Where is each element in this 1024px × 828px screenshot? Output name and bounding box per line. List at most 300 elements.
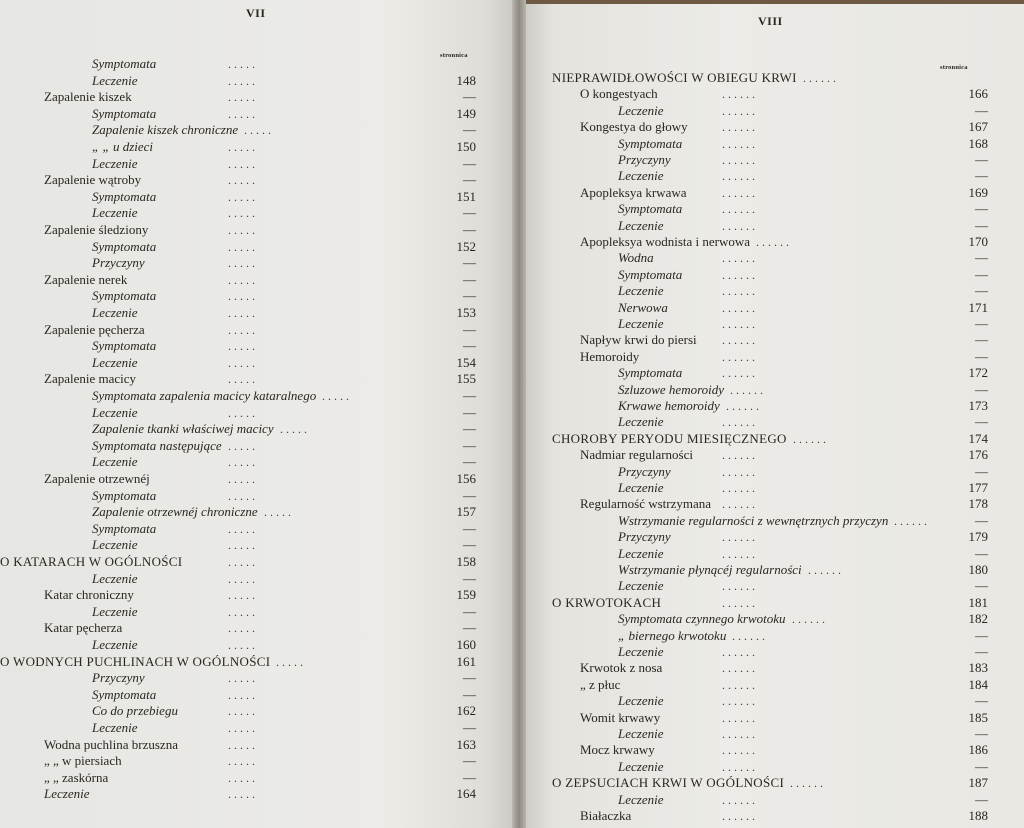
leader-dots: . . . . .	[228, 571, 255, 586]
page-reference: —	[975, 348, 988, 364]
toc-entry	[0, 753, 516, 769]
entry-label: „ biernego krwotoku	[618, 627, 727, 643]
page-reference: —	[463, 255, 476, 271]
toc-entry	[522, 513, 1024, 529]
leader-dots: . . . . . .	[722, 103, 755, 118]
toc-entry	[0, 122, 516, 138]
toc-entry	[522, 710, 1024, 726]
leader-dots: . . . . .	[228, 173, 255, 188]
toc-entry	[522, 136, 1024, 152]
page-reference: —	[975, 627, 988, 643]
entry-label: Napływ krwi do piersi	[580, 332, 697, 348]
leader-dots: . . . . . .	[722, 267, 755, 282]
toc-entry	[0, 670, 516, 686]
entry-label: Przyczyny	[92, 670, 145, 686]
toc-entry	[0, 620, 516, 636]
entry-label: Symptomata zapalenia macicy kataralnego	[92, 388, 317, 403]
leader-dots: . . . . . .	[722, 595, 755, 610]
toc-entry	[522, 300, 1024, 316]
page-reference: —	[975, 758, 988, 774]
leader-dots: . . . . .	[228, 555, 255, 569]
section-heading: O KATARACH W OGÓLNOŚCI	[0, 554, 183, 569]
page-reference: —	[463, 222, 476, 237]
entry-label: Przyczyny	[92, 255, 145, 271]
section-heading: O KRWOTOKACH	[552, 594, 662, 610]
leader-dots: . . . . .	[280, 422, 307, 437]
leader-dots: . . . . . .	[730, 382, 763, 397]
page-reference: 155	[456, 371, 476, 387]
toc-entry	[0, 322, 516, 338]
entry-label: Symptomata	[618, 201, 683, 217]
entry-label: Leczenie	[618, 168, 664, 184]
page-reference: —	[463, 487, 476, 503]
toc-entry	[522, 218, 1024, 234]
entry-label: Co do przebiegu	[92, 703, 178, 719]
entry-label: Zapalenie kiszek chroniczne	[92, 122, 239, 138]
entry-label: Wodna	[618, 250, 654, 266]
section-heading: NIEPRAWIDŁOWOŚCI W OBIEGU KRWI	[552, 70, 797, 85]
leader-dots: . . . . .	[228, 289, 255, 304]
toc-entry	[0, 438, 516, 454]
toc-entry	[0, 73, 516, 89]
toc-entry	[0, 156, 516, 172]
page-reference: 172	[968, 365, 988, 381]
toc-entry	[0, 172, 516, 188]
leader-dots: . . . . . .	[722, 366, 755, 381]
toc-entry	[0, 371, 516, 387]
leader-dots: . . . . . .	[722, 792, 755, 807]
page-reference: 176	[968, 447, 988, 463]
page-reference: —	[463, 454, 476, 470]
entry-label: Regularność wstrzymana	[580, 496, 712, 512]
leader-dots: . . . . .	[228, 90, 255, 105]
page-reference: —	[975, 414, 988, 430]
column-header: stronnica	[940, 64, 968, 71]
toc-entry	[522, 693, 1024, 709]
leader-dots: . . . . .	[228, 638, 255, 652]
leader-dots: . . . . . .	[722, 415, 755, 430]
toc-entry	[0, 89, 516, 105]
toc-entry	[0, 488, 516, 504]
entry-label: Zapalenie otrzewnéj	[44, 471, 150, 486]
page-reference: —	[975, 217, 988, 233]
leader-dots: . . . . . .	[792, 612, 825, 627]
page-reference: —	[463, 753, 476, 769]
leader-dots: . . . . . .	[790, 776, 823, 791]
entry-label: Leczenie	[92, 720, 138, 735]
toc-entry	[522, 562, 1024, 578]
leader-dots: . . . . .	[228, 140, 255, 154]
page-reference: 151	[456, 188, 476, 204]
leader-dots: . . . . .	[228, 438, 255, 453]
toc-entry	[522, 201, 1024, 217]
leader-dots: . . . . . .	[722, 759, 755, 774]
page-reference: 179	[968, 529, 988, 545]
leader-dots: . . . . . .	[722, 349, 755, 364]
entry-label: Apopleksya wodnista i nerwowa	[580, 234, 751, 249]
leader-dots: . . . . .	[228, 272, 255, 287]
toc-entry	[0, 388, 516, 404]
leader-dots: . . . . . .	[722, 645, 755, 659]
leader-dots: . . . . .	[228, 455, 255, 470]
toc-entry	[522, 267, 1024, 283]
leader-dots: . . . . .	[228, 339, 255, 354]
leader-dots: . . . . . .	[722, 136, 755, 151]
toc-entry	[522, 86, 1024, 102]
toc-entry	[522, 595, 1024, 611]
entry-label: Krwotok z nosa	[580, 660, 663, 676]
entry-label: Leczenie	[618, 217, 664, 233]
entry-label: Zapalenie kiszek	[44, 89, 132, 105]
entry-label: Symptomata	[618, 135, 683, 151]
entry-label: „ z płuc	[580, 676, 621, 692]
toc-entry	[522, 792, 1024, 808]
toc-entry	[522, 578, 1024, 594]
toc-entry	[522, 316, 1024, 332]
page-reference: —	[463, 205, 476, 221]
toc-entry	[522, 70, 1024, 86]
toc-entry	[0, 272, 516, 288]
toc-entry	[0, 421, 516, 437]
toc-entry	[0, 571, 516, 587]
section-heading: O WODNYCH PUCHLINACH W OGÓLNOŚCI	[0, 653, 271, 669]
entry-label: Leczenie	[92, 404, 138, 420]
entry-label: Womit krwawy	[580, 709, 661, 725]
entry-label: Katar pęcherza	[44, 620, 123, 636]
page-reference: 186	[968, 742, 988, 758]
page-reference: 188	[968, 808, 988, 823]
page-reference: 160	[456, 637, 476, 652]
entry-label: Leczenie	[618, 726, 664, 741]
leader-dots: . . . . .	[228, 223, 255, 237]
page-reference: —	[975, 316, 988, 331]
section-heading: O ZEPSUCIACH KRWI W OGÓLNOŚCI	[552, 775, 785, 791]
leader-dots: . . . . .	[228, 704, 255, 719]
toc-entry	[522, 332, 1024, 348]
leader-dots: . . . . .	[228, 355, 255, 370]
entry-label: Symptomata	[92, 487, 157, 503]
toc-entry	[522, 759, 1024, 775]
leader-dots: . . . . .	[228, 488, 255, 503]
leader-dots: . . . . . .	[793, 431, 826, 446]
page-reference: 152	[456, 238, 476, 254]
toc-entry	[522, 283, 1024, 299]
page-reference: —	[463, 421, 476, 437]
toc-entry	[522, 447, 1024, 463]
page-reference: 180	[968, 562, 988, 577]
leader-dots: . . . . . .	[722, 694, 755, 709]
toc-entry	[0, 770, 516, 786]
book-gutter	[512, 0, 526, 828]
leader-dots: . . . . . .	[722, 448, 755, 463]
entry-label: „ „ w piersiach	[44, 753, 122, 769]
toc-entry	[522, 677, 1024, 693]
entry-label: Leczenie	[92, 570, 138, 586]
leader-dots: . . . . . .	[722, 218, 755, 233]
entry-label: Krwawe hemoroidy	[618, 398, 720, 413]
leader-dots: . . . . .	[228, 306, 255, 320]
page-reference: —	[463, 122, 476, 138]
page-reference: —	[463, 570, 476, 586]
toc-entry	[0, 106, 516, 122]
toc-entry	[0, 56, 516, 72]
entry-label: Leczenie	[92, 205, 138, 221]
leader-dots: . . . . . .	[722, 284, 755, 299]
entry-label: Symptomata	[92, 56, 157, 71]
table-of-contents-right	[522, 4, 1024, 828]
leader-dots: . . . . . .	[756, 235, 789, 249]
page-reference: —	[463, 603, 476, 619]
page-reference: —	[463, 288, 476, 304]
page-reference: —	[975, 266, 988, 282]
page-reference: —	[975, 791, 988, 807]
leader-dots: . . . . .	[228, 405, 255, 420]
page-reference: 156	[456, 471, 476, 486]
page-reference: 154	[456, 354, 476, 370]
toc-entry	[522, 382, 1024, 398]
leader-dots: . . . . . .	[808, 563, 841, 577]
entry-label: Zapalenie macicy	[44, 371, 137, 387]
entry-label: Zapalenie otrzewnéj chroniczne	[92, 504, 258, 520]
toc-entry	[0, 504, 516, 520]
entry-label: Leczenie	[44, 786, 90, 802]
page-reference: 177	[968, 480, 988, 495]
leader-dots: . . . . . .	[722, 497, 755, 512]
toc-entry	[522, 726, 1024, 742]
entry-label: Leczenie	[618, 644, 664, 659]
entry-label: Zapalenie nerek	[44, 271, 128, 287]
leader-dots: . . . . . .	[722, 727, 755, 741]
page-reference: —	[975, 250, 988, 266]
toc-entry	[522, 660, 1024, 676]
toc-entry	[522, 168, 1024, 184]
toc-entry	[522, 103, 1024, 119]
entry-label: Leczenie	[618, 791, 664, 807]
entry-label: Leczenie	[92, 603, 138, 619]
toc-entry	[0, 537, 516, 553]
page-reference: 161	[456, 653, 476, 669]
page-reference: —	[975, 726, 988, 741]
leader-dots: . . . . . .	[894, 513, 927, 528]
page-reference: 148	[456, 72, 476, 88]
toc-entry	[0, 604, 516, 620]
toc-entry	[0, 654, 516, 670]
leader-dots: . . . . . .	[722, 677, 755, 692]
page-reference: 183	[968, 660, 988, 676]
leader-dots: . . . . . .	[722, 185, 755, 200]
leader-dots: . . . . .	[276, 654, 303, 669]
page-reference: 164	[456, 786, 476, 802]
entry-label: Leczenie	[618, 480, 664, 495]
page-number: VII	[246, 6, 266, 20]
leader-dots: . . . . .	[228, 621, 255, 636]
toc-entry	[0, 205, 516, 221]
page-reference: —	[463, 520, 476, 536]
leader-dots: . . . . .	[228, 538, 255, 553]
leader-dots: . . . . . .	[722, 333, 755, 348]
page-reference: 169	[968, 184, 988, 200]
page-reference: 173	[968, 398, 988, 413]
entry-label: Leczenie	[92, 637, 138, 652]
toc-entry	[522, 644, 1024, 660]
page-reference: 185	[968, 709, 988, 725]
page-reference: —	[975, 332, 988, 348]
toc-entry	[522, 398, 1024, 414]
page-reference: 157	[456, 504, 476, 520]
toc-entry	[0, 454, 516, 470]
page-reference: 168	[968, 135, 988, 151]
entry-label: Zapalenie śledziony	[44, 222, 149, 237]
page-reference: 167	[968, 119, 988, 135]
toc-entry	[522, 234, 1024, 250]
page-reference: —	[463, 537, 476, 553]
page-reference: 170	[968, 234, 988, 249]
page-reference: —	[975, 512, 988, 528]
entry-label: Nerwowa	[618, 299, 668, 315]
page-reference: —	[975, 381, 988, 397]
toc-entry	[0, 288, 516, 304]
toc-entry	[0, 139, 516, 155]
entry-label: Leczenie	[92, 454, 138, 470]
entry-label: „ „ u dzieci	[92, 139, 154, 154]
toc-entry	[0, 637, 516, 653]
entry-label: Zapalenie tkanki właściwej macicy	[92, 421, 274, 437]
entry-label: Symptomata następujące	[92, 437, 222, 453]
page-reference: —	[463, 686, 476, 702]
leader-dots: . . . . .	[264, 505, 291, 520]
toc-entry	[0, 703, 516, 719]
page-reference: —	[975, 152, 988, 167]
leader-dots: . . . . .	[228, 322, 255, 337]
toc-entry	[522, 365, 1024, 381]
leader-dots: . . . . .	[228, 106, 255, 121]
leader-dots: . . . . .	[228, 73, 255, 88]
right-page	[522, 4, 1024, 828]
page-reference: —	[463, 271, 476, 287]
section-heading: CHOROBY PERYODU MIESIĘCZNEGO	[552, 430, 787, 446]
toc-entry	[0, 786, 516, 802]
toc-entry	[522, 611, 1024, 627]
toc-entry	[0, 554, 516, 570]
leader-dots: . . . . . .	[722, 300, 755, 315]
page-reference: —	[463, 388, 476, 403]
toc-entry	[0, 338, 516, 354]
leader-dots: . . . . . .	[803, 71, 836, 85]
leader-dots: . . . . . .	[722, 251, 755, 266]
page-reference: 149	[456, 105, 476, 121]
leader-dots: . . . . .	[228, 754, 255, 769]
entry-label: Wodna puchlina brzuszna	[44, 736, 178, 752]
leader-dots: . . . . .	[228, 687, 255, 702]
entry-label: Symptomata	[92, 338, 157, 354]
entry-label: Kongestya do głowy	[580, 119, 688, 135]
toc-entry	[0, 239, 516, 255]
toc-entry	[522, 546, 1024, 562]
page-reference: —	[975, 693, 988, 709]
toc-entry	[0, 720, 516, 736]
entry-label: Leczenie	[618, 102, 664, 118]
entry-label: Wstrzymanie regularności z wewnętrznych przyczyn	[618, 512, 889, 528]
leader-dots: . . . . . .	[722, 579, 755, 594]
toc-entry	[0, 222, 516, 238]
entry-label: Przyczyny	[618, 152, 671, 167]
leader-dots: . . . . .	[228, 588, 255, 603]
page-number: VIII	[758, 14, 783, 28]
leader-dots: . . . . . .	[722, 530, 755, 545]
toc-entry	[0, 255, 516, 271]
page-reference: 171	[968, 299, 988, 315]
toc-entry	[0, 471, 516, 487]
leader-dots: . . . . . .	[732, 628, 765, 643]
page-reference: —	[975, 283, 988, 299]
toc-entry	[522, 496, 1024, 512]
toc-entry	[0, 355, 516, 371]
entry-label: Leczenie	[92, 537, 138, 553]
entry-label: Symptomata	[618, 266, 683, 282]
page-reference: 159	[456, 587, 476, 603]
entry-label: Leczenie	[618, 316, 664, 331]
leader-dots: . . . . . .	[722, 481, 755, 495]
entry-label: Szluzowe hemoroidy	[618, 381, 725, 397]
leader-dots: . . . . .	[228, 671, 255, 686]
leader-dots: . . . . .	[228, 256, 255, 271]
toc-entry	[0, 405, 516, 421]
leader-dots: . . . . . .	[722, 661, 755, 676]
entry-label: Zapalenie wątroby	[44, 172, 142, 188]
page-reference: 174	[968, 430, 988, 446]
leader-dots: . . . . . .	[722, 464, 755, 479]
page-reference: —	[975, 463, 988, 479]
leader-dots: . . . . .	[322, 389, 349, 403]
toc-entry	[522, 250, 1024, 266]
leader-dots: . . . . .	[228, 206, 255, 221]
page-reference: —	[463, 670, 476, 686]
leader-dots: . . . . . .	[722, 809, 755, 823]
leader-dots: . . . . . .	[722, 743, 755, 758]
entry-label: Katar chroniczny	[44, 587, 134, 603]
toc-entry	[0, 521, 516, 537]
entry-label: Leczenie	[618, 693, 664, 709]
entry-label: Symptomata	[92, 520, 157, 536]
page-reference: —	[975, 102, 988, 118]
entry-label: Leczenie	[618, 578, 664, 594]
entry-label: Symptomata czynnego krwotoku	[618, 611, 786, 627]
page-reference: —	[463, 321, 476, 337]
page-reference: —	[975, 578, 988, 594]
page-reference: —	[975, 168, 988, 184]
toc-entry	[522, 431, 1024, 447]
page-reference: —	[975, 644, 988, 659]
toc-entry	[522, 480, 1024, 496]
entry-label: Leczenie	[618, 414, 664, 430]
toc-entry	[522, 414, 1024, 430]
page-reference: —	[463, 89, 476, 105]
leader-dots: . . . . .	[228, 239, 255, 254]
entry-label: Leczenie	[92, 305, 138, 320]
entry-label: Leczenie	[618, 758, 664, 774]
toc-entry	[522, 628, 1024, 644]
toc-entry	[522, 185, 1024, 201]
entry-label: Leczenie	[618, 545, 664, 561]
page-reference: —	[463, 720, 476, 735]
leader-dots: . . . . .	[228, 156, 255, 171]
page-reference: 162	[456, 703, 476, 719]
leader-dots: . . . . .	[228, 787, 255, 802]
entry-label: Mocz krwawy	[580, 742, 655, 758]
page-reference: 158	[456, 554, 476, 569]
leader-dots: . . . . . .	[722, 546, 755, 561]
leader-dots: . . . . . .	[722, 202, 755, 217]
